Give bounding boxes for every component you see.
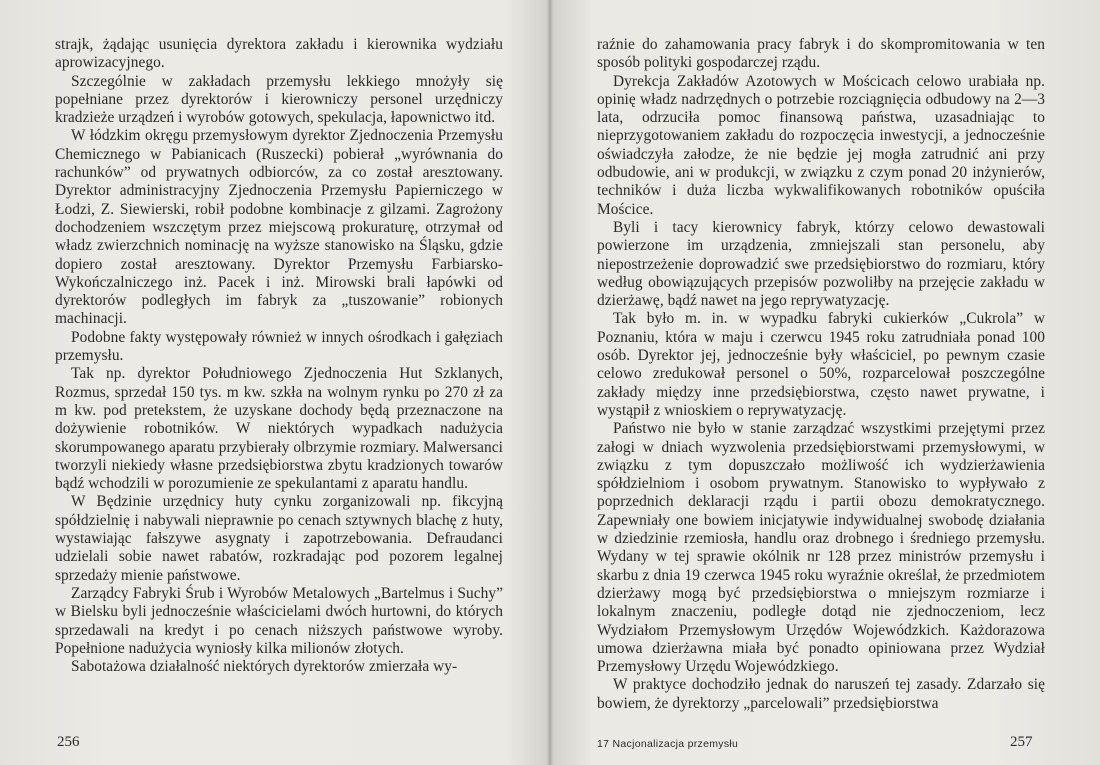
book-gutter: [548, 0, 552, 765]
left-paragraph-2: Szczególnie w zakładach przemysłu lekkiego mnożyły się popełniane przez dyrektorów i kierowniczy personel urzędniczy kradzieże urządzeń i wyrobów gotowych, spekulacja, łapownictwo itd.: [55, 72, 503, 127]
page-number-left: 256: [57, 734, 80, 750]
printer-signature: 17 Nacjonalizacja przemysłu: [597, 738, 739, 750]
left-page: [55, 36, 503, 736]
right-paragraph-2: Dyrekcja Zakładów Azotowych w Mościcach celowo urabiała np. opinię władz nadrzędnych o potrzebie rozciągnięcia odbudowy na 2—3 lata, odrzuciła pomoc finansową państwa, uzasadniając to nieprzygotowaniem zakładu do rozpoczęcia inwestycji, a jednocześnie oświadczyła załodze, że nie będzie jej mogła zatrudnić ani przy odbudowie, ani w produkcji, w związku z czym ponad 20 inżynierów, techników i duża liczba wykwalifikowanych robotników opuściła Mościce.: [597, 72, 1045, 218]
left-paragraph-8: Sabotażowa działalność niektórych dyrektorów zmierzała wy-: [71, 658, 458, 676]
right-page: [597, 36, 1045, 736]
right-paragraph-1: raźnie do zahamowania pracy fabryk i do skompromitowania w ten sposób polityki gospodarczej rządu.: [597, 36, 1045, 72]
right-paragraph-6: W praktyce dochodziło jednak do naruszeń tej zasady. Zdarzało się bowiem, że dyrektorzy „parcelowali” przedsiębiorstwa: [597, 676, 1045, 712]
left-paragraph-1: strajk, żądając usunięcia dyrektora zakładu i kierownika wydziału aprowizacyjnego.: [55, 36, 503, 72]
left-paragraph-7: Zarządcy Fabryki Śrub i Wyrobów Metalowych „Bartelmus i Suchy” w Bielsku byli jednocześnie właścicielami dwóch hurtowni, do których sprzedawali na kredyt i po cenach niższych państwowe wyroby. Popełnione nadużycia wyniosły kilka milionów złotych.: [55, 584, 503, 657]
right-paragraph-3: Byli i tacy kierownicy fabryk, którzy celowo dewastowali powierzone im urządzenia, zmniejszali stan personelu, aby niepostrzeżenie doprowadzić swe przedsiębiorstwo do rozmiaru, który według obowiązujących przepisów pozwoliłby na przejęcie zakładu w dzierżawę, bądź nawet na jego reprywatyzację.: [597, 218, 1045, 310]
right-paragraph-4: Tak było m. in. w wypadku fabryki cukierków „Cukrola” w Poznaniu, która w maju i czerwcu 1945 roku zatrudniała ponad 100 osób. Dyrektor jej, jednocześnie były właściciel, po pewnym czasie celowo zredukował personel o 50%, rozparcelował poszczególne zakłady między inne przedsiębiorstwa, często nawet prywatne, i wystąpił z wnioskiem o reprywatyzację.: [597, 310, 1045, 419]
left-paragraph-3: W łódzkim okręgu przemysłowym dyrektor Zjednoczenia Przemysłu Chemicznego w Pabianicach (Ruszecki) pobierał „wyrównania do rachunków” od prywatnych odbiorców, za co został aresztowany. Dyrektor administracyjny Zjednoczenia Przemysłu Papierniczego w Łodzi, Z. Siewierski, robił podobne kombinacje z gilzami. Zagrożony dochodzeniem wszczętym przez miejscową prokuraturę, otrzymał od władz zwierzchnich nominację na wyższe stanowisko na Śląsku, gdzie dopiero został aresztowany. Dyrektor Przemysłu Farbiarsko-Wykończalniczego inż. Pacek i inż. Mirowski brali łapówki od dyrektorów podległych im fabryk za „tuszowanie” robionych machinacji.: [55, 127, 503, 328]
left-paragraph-4: Podobne fakty występowały również w innych ośrodkach i gałęziach przemysłu.: [55, 328, 503, 365]
left-paragraph-5: Tak np. dyrektor Południowego Zjednoczenia Hut Szklanych, Rozmus, sprzedał 150 tys. m kw. szkła na wolnym rynku po 270 zł za m kw. pod pretekstem, że uzyskane dochody będą przeznaczone na dożywienie robotników. W niektórych wypadkach nadużycia skorumpowanego aparatu przybierały olbrzymie rozmiary. Malwersanci tworzyli niekiedy własne przedsiębiorstwa zbytu kradzionych towarów bądź wchodzili w porozumienie ze spekulantami z aparatu handlu.: [55, 365, 503, 493]
left-paragraph-6: W Będzinie urzędnicy huty cynku zorganizowali np. fikcyjną spółdzielnię i nabywali nieprawnie po cenach sztywnych blachę z huty, wystawiając fałszywe asygnaty i zapotrzebowania. Defraudanci udzielali sobie nawet rabatów, rozkradając pod pozorem legalnej sprzedaży mienie państwowe.: [55, 493, 503, 584]
right-paragraph-5: Państwo nie było w stanie zarządzać wszystkimi przejętymi przez załogi w dniach wyzwolenia przedsiębiorstwami przemysłowymi, w związku z tym dopuszczało możliwość ich wydzierżawienia spółdzielniom i osobom prywatnym. Stanowisko to wypływało z poprzednich deklaracji rządu i partii obozu demokratycznego. Zapewniały one bowiem inicjatywie indywidualnej swobodę działania w dziedzinie rzemiosła, handlu oraz drobnego i średniego przemysłu. Wydany w tej sprawie okólnik nr 128 przez ministrów przemysłu i skarbu z dnia 19 czerwca 1945 roku wyraźnie określał, że przedmiotem dzierżawy mogą być przedsiębiorstwa o mniejszym rozmiarze i lokalnym znaczeniu, podległe dotąd nie zjednoczeniom, lecz Wydziałom Przemysłowym Urzędów Wojewódzkich. Każdorazowa umowa dzierżawna miała być ponadto opiniowana przez Wydział Przemysłowy Urzędu Wojewódzkiego.: [597, 420, 1045, 676]
page-number-right: 257: [1010, 734, 1033, 750]
